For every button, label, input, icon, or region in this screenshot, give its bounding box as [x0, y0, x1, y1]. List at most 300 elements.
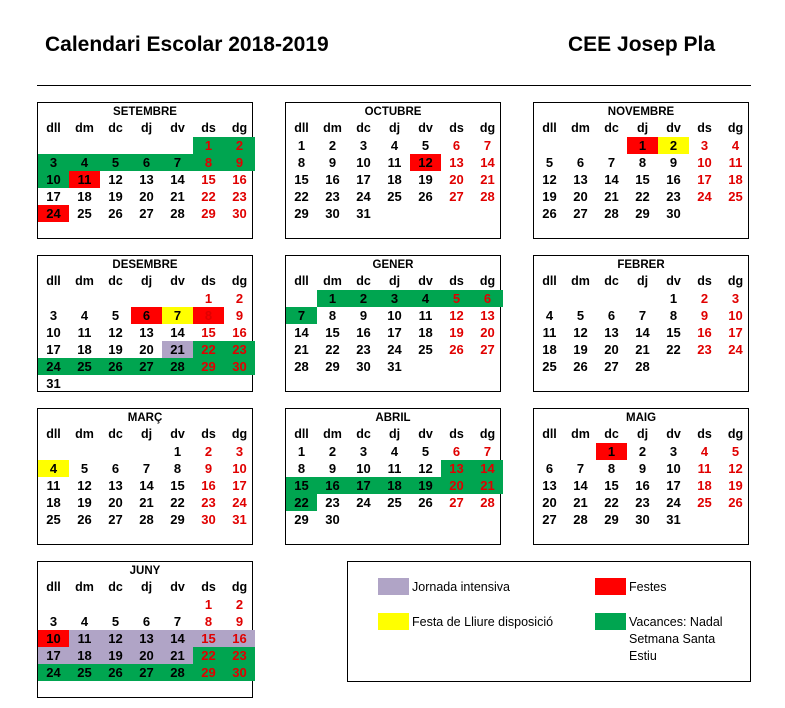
- day-header: dj: [388, 274, 401, 288]
- day-cell: 7: [162, 154, 193, 171]
- day-cell: 14: [480, 155, 495, 170]
- day-cell: 26: [418, 495, 433, 510]
- day-cell: 19: [449, 325, 464, 340]
- month-title: DESEMBRE: [112, 259, 178, 271]
- day-header: ds: [201, 274, 216, 288]
- day-header: dm: [323, 121, 342, 135]
- day-cell: 12: [410, 154, 441, 171]
- day-header: dm: [571, 121, 590, 135]
- day-header: dg: [231, 580, 248, 594]
- month-grid: [534, 103, 748, 238]
- day-header: dv: [418, 274, 433, 288]
- legend-label-vacances-3: Estiu: [629, 649, 657, 663]
- day-cell: 24: [232, 495, 247, 510]
- day-header: dj: [140, 580, 153, 594]
- day-header: dv: [418, 121, 433, 135]
- day-cell: 11: [69, 630, 100, 647]
- day-header: dm: [571, 274, 590, 288]
- day-cell: 15: [294, 172, 309, 187]
- day-header: dm: [323, 427, 342, 441]
- day-cell: 17: [46, 189, 61, 204]
- day-cell: 21: [573, 495, 588, 510]
- legend: [347, 561, 751, 682]
- day-cell: 26: [418, 189, 433, 204]
- day-cell: 29: [635, 206, 650, 221]
- day-cell: 7: [638, 308, 647, 323]
- day-header: dv: [666, 427, 681, 441]
- day-cell: 2: [224, 137, 255, 154]
- day-cell: 4: [390, 444, 399, 459]
- month-title: MARÇ: [127, 412, 163, 424]
- day-header: dj: [636, 427, 649, 441]
- day-cell: 14: [573, 478, 588, 493]
- month-grid: [38, 256, 252, 391]
- day-header: dll: [294, 427, 309, 441]
- day-header: dm: [571, 427, 590, 441]
- day-header: dll: [46, 274, 61, 288]
- day-cell: 25: [542, 359, 557, 374]
- day-header: ds: [201, 121, 216, 135]
- day-cell: 24: [38, 358, 69, 375]
- legend-swatch-jornada: [378, 578, 409, 595]
- day-cell: 26: [100, 358, 131, 375]
- month-gener: [285, 255, 501, 392]
- day-cell: 7: [483, 138, 492, 153]
- day-cell: 23: [325, 495, 340, 510]
- day-cell: 4: [69, 154, 100, 171]
- day-cell: 13: [449, 155, 464, 170]
- day-cell: 18: [697, 478, 712, 493]
- day-cell: 19: [77, 495, 92, 510]
- day-header: dc: [108, 121, 123, 135]
- day-header: dj: [636, 274, 649, 288]
- day-cell: 7: [173, 614, 182, 629]
- day-header: dm: [75, 580, 94, 594]
- day-cell: 19: [573, 342, 588, 357]
- day-cell: 3: [379, 290, 410, 307]
- day-cell: 23: [201, 495, 216, 510]
- day-cell: 5: [80, 461, 89, 476]
- day-header: dm: [75, 121, 94, 135]
- day-cell: 20: [542, 495, 557, 510]
- month-title: JUNY: [129, 565, 161, 577]
- day-cell: 30: [232, 206, 247, 221]
- day-cell: 29: [193, 664, 224, 681]
- day-cell: 30: [356, 359, 371, 374]
- day-cell: 10: [232, 461, 247, 476]
- day-cell: 20: [139, 342, 154, 357]
- day-cell: 1: [596, 443, 627, 460]
- day-cell: 27: [131, 358, 162, 375]
- day-cell: 25: [728, 189, 743, 204]
- day-header: dc: [108, 274, 123, 288]
- day-cell: 1: [627, 137, 658, 154]
- day-cell: 24: [387, 342, 402, 357]
- day-cell: 8: [638, 155, 647, 170]
- month-title: SETEMBRE: [113, 106, 177, 118]
- day-cell: 20: [139, 189, 154, 204]
- day-cell: 24: [666, 495, 681, 510]
- day-cell: 21: [480, 172, 495, 187]
- legend-label-vacances-2: Setmana Santa: [629, 632, 716, 646]
- day-cell: 3: [669, 444, 678, 459]
- day-header: ds: [449, 121, 464, 135]
- day-cell: 23: [232, 189, 247, 204]
- day-cell: 20: [131, 647, 162, 664]
- legend-swatch-vacances: [595, 613, 626, 630]
- page-title: Calendari Escolar 2018-2019: [45, 33, 329, 56]
- day-cell: 27: [131, 664, 162, 681]
- day-cell: 6: [545, 461, 554, 476]
- day-header: dj: [140, 121, 153, 135]
- day-cell: 31: [232, 512, 247, 527]
- day-cell: 17: [697, 172, 712, 187]
- day-header: dj: [388, 427, 401, 441]
- day-cell: 29: [193, 358, 224, 375]
- day-cell: 21: [139, 495, 154, 510]
- day-cell: 18: [46, 495, 61, 510]
- legend-label-vacances-1: Vacances: Nadal: [629, 615, 723, 629]
- day-cell: 21: [162, 647, 193, 664]
- day-cell: 29: [294, 206, 309, 221]
- day-header: dc: [356, 274, 371, 288]
- day-cell: 10: [697, 155, 712, 170]
- day-cell: 15: [193, 630, 224, 647]
- month-abril: [285, 408, 501, 545]
- day-cell: 7: [607, 155, 616, 170]
- month-title: GENER: [372, 259, 414, 271]
- day-cell: 28: [294, 359, 309, 374]
- day-cell: 13: [131, 630, 162, 647]
- day-header: dc: [356, 121, 371, 135]
- day-cell: 17: [38, 647, 69, 664]
- day-header: ds: [697, 274, 712, 288]
- day-cell: 2: [658, 137, 689, 154]
- day-cell: 6: [131, 154, 162, 171]
- day-cell: 20: [480, 325, 495, 340]
- day-cell: 21: [472, 477, 503, 494]
- day-cell: 12: [77, 478, 92, 493]
- day-cell: 22: [193, 647, 224, 664]
- day-cell: 19: [108, 189, 123, 204]
- day-cell: 7: [483, 444, 492, 459]
- day-cell: 24: [697, 189, 712, 204]
- day-header: dj: [636, 121, 649, 135]
- day-cell: 25: [69, 358, 100, 375]
- day-cell: 26: [573, 359, 588, 374]
- day-cell: 6: [142, 614, 151, 629]
- day-header: ds: [201, 427, 216, 441]
- day-cell: 3: [731, 291, 740, 306]
- day-header: dll: [46, 580, 61, 594]
- day-cell: 20: [604, 342, 619, 357]
- day-cell: 10: [38, 171, 69, 188]
- day-cell: 7: [162, 307, 193, 324]
- day-cell: 12: [100, 630, 131, 647]
- day-cell: 20: [441, 477, 472, 494]
- day-cell: 31: [356, 206, 371, 221]
- day-cell: 17: [46, 342, 61, 357]
- month-title: OCTUBRE: [364, 106, 422, 118]
- month-grid: [286, 409, 500, 544]
- day-cell: 2: [700, 291, 709, 306]
- day-cell: 13: [139, 172, 154, 187]
- month-title: FEBRER: [617, 259, 665, 271]
- day-cell: 30: [224, 664, 255, 681]
- month-maig: [533, 408, 749, 545]
- day-cell: 29: [201, 206, 216, 221]
- day-cell: 5: [576, 308, 585, 323]
- month-title: ABRIL: [375, 412, 411, 424]
- month-title: MAIG: [625, 412, 657, 424]
- day-header: dj: [140, 274, 153, 288]
- day-header: ds: [449, 427, 464, 441]
- day-cell: 26: [542, 206, 557, 221]
- school-name: CEE Josep Pla: [568, 33, 716, 56]
- day-cell: 13: [604, 325, 619, 340]
- day-header: dll: [542, 121, 557, 135]
- day-header: dg: [231, 274, 248, 288]
- day-cell: 17: [666, 478, 681, 493]
- day-cell: 27: [573, 206, 588, 221]
- day-cell: 6: [111, 461, 120, 476]
- day-cell: 22: [170, 495, 185, 510]
- day-cell: 20: [573, 189, 588, 204]
- day-cell: 27: [139, 206, 154, 221]
- day-cell: 2: [328, 138, 337, 153]
- day-cell: 1: [669, 291, 678, 306]
- day-header: dv: [666, 121, 681, 135]
- day-header: dll: [46, 121, 61, 135]
- day-cell: 6: [576, 155, 585, 170]
- day-cell: 5: [100, 154, 131, 171]
- day-cell: 2: [235, 291, 244, 306]
- legend-swatch-lliure: [378, 613, 409, 630]
- day-cell: 11: [69, 171, 100, 188]
- day-header: dg: [727, 427, 744, 441]
- legend-label-jornada: Jornada intensiva: [412, 580, 510, 594]
- day-cell: 28: [480, 495, 495, 510]
- month-title: NOVEMBRE: [607, 106, 675, 118]
- day-cell: 2: [348, 290, 379, 307]
- day-cell: 22: [604, 495, 619, 510]
- day-cell: 9: [328, 155, 337, 170]
- day-cell: 4: [731, 138, 740, 153]
- day-cell: 15: [201, 172, 216, 187]
- day-cell: 5: [111, 614, 120, 629]
- day-cell: 12: [418, 461, 433, 476]
- day-cell: 17: [356, 172, 371, 187]
- day-cell: 25: [697, 495, 712, 510]
- day-cell: 17: [728, 325, 743, 340]
- day-cell: 22: [325, 342, 340, 357]
- day-cell: 7: [576, 461, 585, 476]
- day-header: ds: [201, 580, 216, 594]
- month-grid: [286, 256, 500, 391]
- month-grid: [38, 409, 252, 544]
- day-cell: 9: [224, 154, 255, 171]
- day-cell: 16: [232, 325, 247, 340]
- day-header: dg: [479, 274, 496, 288]
- day-header: dc: [108, 427, 123, 441]
- day-header: dll: [294, 121, 309, 135]
- day-cell: 10: [46, 325, 61, 340]
- day-cell: 29: [325, 359, 340, 374]
- day-cell: 27: [449, 495, 464, 510]
- day-header: dg: [727, 121, 744, 135]
- day-header: dv: [666, 274, 681, 288]
- day-cell: 14: [604, 172, 619, 187]
- day-cell: 9: [328, 461, 337, 476]
- day-cell: 27: [108, 512, 123, 527]
- day-cell: 30: [635, 512, 650, 527]
- day-cell: 9: [204, 461, 213, 476]
- day-cell: 11: [387, 461, 402, 476]
- day-header: dg: [231, 121, 248, 135]
- day-header: dg: [479, 427, 496, 441]
- day-cell: 10: [387, 308, 402, 323]
- day-header: dj: [140, 427, 153, 441]
- day-cell: 10: [666, 461, 681, 476]
- day-cell: 12: [108, 172, 123, 187]
- day-cell: 1: [297, 138, 306, 153]
- day-cell: 16: [666, 172, 681, 187]
- day-cell: 4: [700, 444, 709, 459]
- month-grid: [38, 562, 252, 697]
- day-header: dv: [170, 121, 185, 135]
- day-cell: 8: [297, 461, 306, 476]
- day-cell: 18: [379, 477, 410, 494]
- day-cell: 21: [170, 189, 185, 204]
- day-cell: 28: [162, 358, 193, 375]
- day-cell: 19: [728, 478, 743, 493]
- day-cell: 12: [542, 172, 557, 187]
- day-header: dj: [388, 121, 401, 135]
- day-cell: 5: [421, 444, 430, 459]
- day-header: dg: [727, 274, 744, 288]
- day-header: ds: [697, 121, 712, 135]
- day-cell: 16: [325, 172, 340, 187]
- month-setembre: [37, 102, 253, 239]
- day-cell: 28: [604, 206, 619, 221]
- legend-swatch-festes: [595, 578, 626, 595]
- day-header: dg: [231, 427, 248, 441]
- day-cell: 11: [387, 155, 402, 170]
- day-cell: 23: [224, 647, 255, 664]
- day-cell: 3: [49, 614, 58, 629]
- day-cell: 14: [635, 325, 650, 340]
- day-cell: 2: [204, 444, 213, 459]
- legend-label-lliure: Festa de Lliure disposició: [412, 615, 554, 629]
- day-cell: 14: [170, 325, 185, 340]
- day-cell: 1: [173, 444, 182, 459]
- day-header: dv: [170, 427, 185, 441]
- day-header: dll: [542, 427, 557, 441]
- day-header: dm: [75, 427, 94, 441]
- day-cell: 1: [204, 291, 213, 306]
- day-cell: 12: [108, 325, 123, 340]
- day-cell: 22: [635, 189, 650, 204]
- day-cell: 11: [542, 325, 557, 340]
- day-cell: 6: [452, 138, 461, 153]
- day-header: dc: [108, 580, 123, 594]
- day-cell: 14: [472, 460, 503, 477]
- day-cell: 8: [173, 461, 182, 476]
- day-cell: 28: [162, 664, 193, 681]
- day-cell: 1: [317, 290, 348, 307]
- day-cell: 30: [325, 512, 340, 527]
- day-cell: 17: [232, 478, 247, 493]
- day-cell: 1: [193, 137, 224, 154]
- day-cell: 3: [700, 138, 709, 153]
- day-cell: 23: [697, 342, 712, 357]
- day-cell: 8: [607, 461, 616, 476]
- day-cell: 11: [418, 308, 433, 323]
- day-cell: 22: [286, 494, 317, 511]
- month-juny: [37, 561, 253, 698]
- month-marc: [37, 408, 253, 545]
- day-cell: 3: [38, 154, 69, 171]
- day-cell: 18: [728, 172, 743, 187]
- day-cell: 24: [356, 495, 371, 510]
- day-cell: 30: [224, 358, 255, 375]
- day-cell: 15: [666, 325, 681, 340]
- day-cell: 16: [635, 478, 650, 493]
- day-cell: 13: [480, 308, 495, 323]
- day-cell: 28: [480, 189, 495, 204]
- day-cell: 27: [449, 189, 464, 204]
- day-cell: 15: [604, 478, 619, 493]
- day-cell: 23: [325, 189, 340, 204]
- day-header: dll: [46, 427, 61, 441]
- day-cell: 29: [294, 512, 309, 527]
- day-cell: 25: [418, 342, 433, 357]
- day-cell: 16: [224, 630, 255, 647]
- day-cell: 4: [80, 614, 89, 629]
- day-cell: 14: [162, 630, 193, 647]
- day-cell: 16: [697, 325, 712, 340]
- day-cell: 18: [418, 325, 433, 340]
- day-cell: 13: [573, 172, 588, 187]
- day-cell: 13: [441, 460, 472, 477]
- day-header: dll: [294, 274, 309, 288]
- day-header: dm: [75, 274, 94, 288]
- day-cell: 28: [170, 206, 185, 221]
- month-grid: [534, 409, 748, 544]
- day-header: dll: [542, 274, 557, 288]
- day-cell: 6: [452, 444, 461, 459]
- day-cell: 19: [418, 172, 433, 187]
- day-cell: 2: [235, 597, 244, 612]
- day-cell: 26: [77, 512, 92, 527]
- day-cell: 5: [441, 290, 472, 307]
- day-cell: 4: [80, 308, 89, 323]
- day-cell: 18: [542, 342, 557, 357]
- day-cell: 22: [193, 341, 224, 358]
- day-cell: 21: [162, 341, 193, 358]
- day-cell: 25: [77, 206, 92, 221]
- day-cell: 13: [139, 325, 154, 340]
- day-cell: 5: [421, 138, 430, 153]
- month-octubre: [285, 102, 501, 239]
- day-cell: 25: [387, 495, 402, 510]
- day-header: dc: [604, 121, 619, 135]
- day-cell: 9: [669, 155, 678, 170]
- day-cell: 14: [139, 478, 154, 493]
- day-cell: 8: [669, 308, 678, 323]
- day-cell: 31: [387, 359, 402, 374]
- day-cell: 19: [108, 342, 123, 357]
